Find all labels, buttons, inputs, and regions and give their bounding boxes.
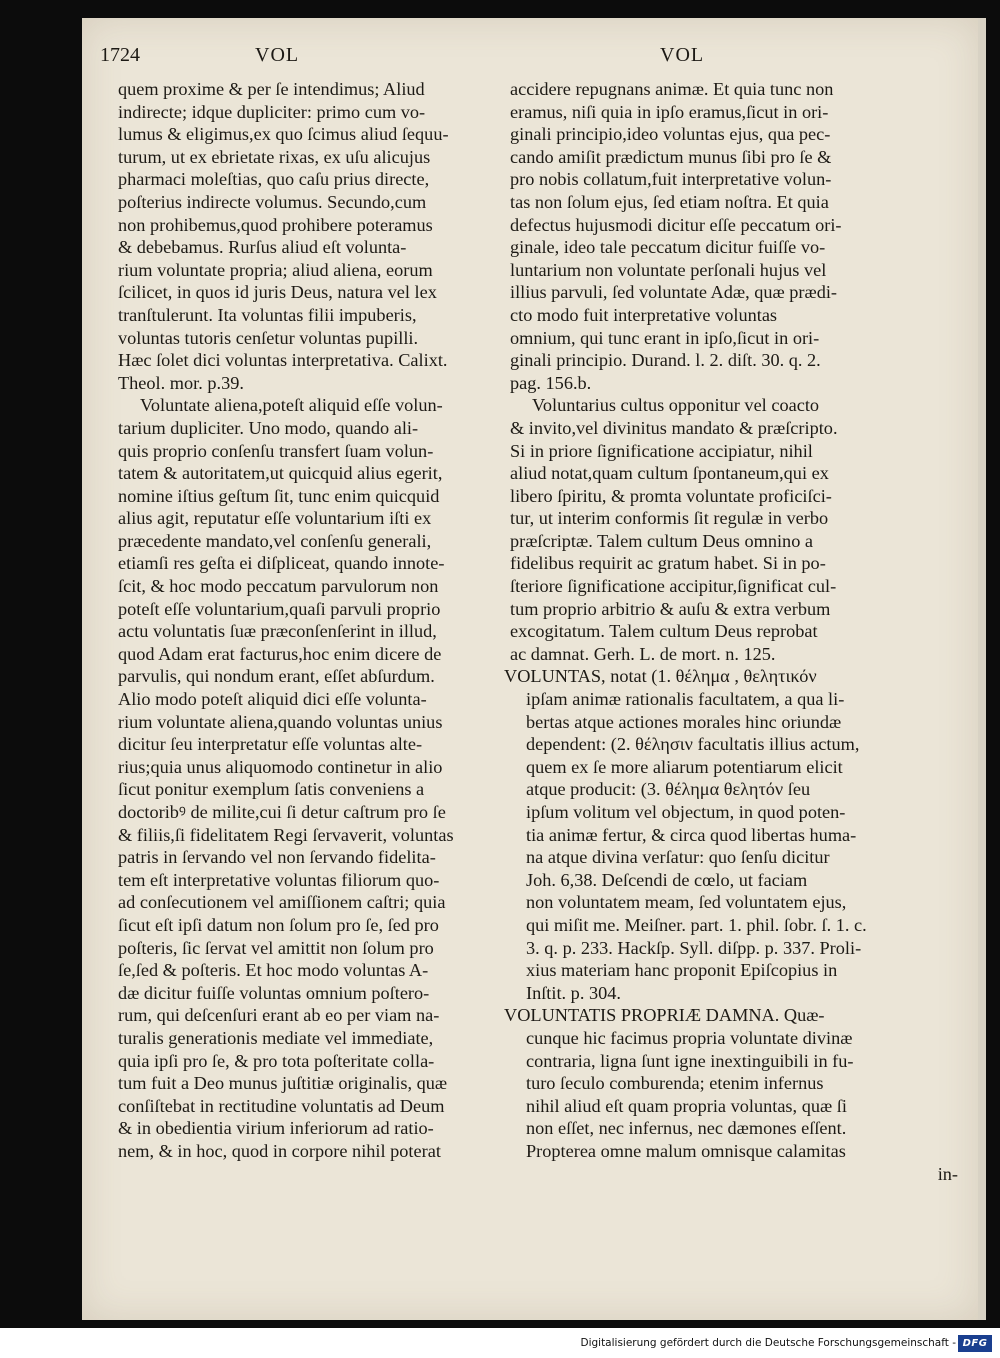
text-line: turo ſeculo comburenda; etenim infernus — [526, 1073, 824, 1094]
text-line: pro nobis collatum,fuit interpretative volun- — [510, 169, 832, 190]
left-column-text — [118, 78, 573, 1163]
text-line: contraria, ligna ſunt igne inextinguibili in fu- — [526, 1050, 854, 1071]
text-line: nem, & in hoc, quod in corpore nihil poterat — [118, 1140, 441, 1161]
text-line: cunque hic facimus propria voluntate divinæ — [526, 1027, 853, 1048]
text-line: rius;quia unus aliquomodo continetur in alio — [118, 756, 443, 777]
text-line: patris in ſervando vel non ſervando fidelita- — [118, 847, 436, 868]
text-line: tatem & autoritatem,ut quicquid alius egerit, — [118, 463, 443, 484]
dfg-logo-text: DFG — [962, 1338, 988, 1349]
text-line: rium voluntate propria; aliud aliena, eorum — [118, 259, 433, 280]
text-line: omnium, qui tunc erant in ipſo,ſicut in ori- — [510, 327, 820, 348]
text-line: non eſſet, nec infernus, nec dæmones eſſent. — [526, 1118, 847, 1139]
text-line: Hæc ſolet dici voluntas interpretativa. Calixt. — [118, 350, 448, 371]
text-line: Alio modo poteſt aliquid dici eſſe volunta- — [118, 689, 427, 710]
paragraph-start-line: Voluntate aliena,poteſt aliquid eſſe volun- — [140, 395, 443, 416]
text-line: na atque divina verſatur: quo ſenſu dicitur — [526, 847, 830, 868]
text-line: non voluntatem meam, ſed voluntatem ejus, — [526, 892, 847, 913]
text-line: parvulis, qui nondum erant, eſſet abſurdum. — [118, 666, 435, 687]
text-line: poſteris, ſic ſervat vel amittit non ſolum pro — [118, 937, 434, 958]
text-line: bertas atque actiones morales hinc oriundæ — [526, 711, 842, 732]
text-line: poſterius indirecte volumus. Secundo,cum — [118, 191, 427, 212]
text-line: ad conſecutionem vel amiſſionem caſtri; quia — [118, 892, 446, 913]
text-line: doctoribꝰ de milite,cui ſi detur caſtrum pro ſe — [118, 802, 446, 822]
footer-bar — [0, 1328, 1000, 1358]
text-line: ſcilicet, in quos id juris Deus, natura vel lex — [118, 282, 437, 303]
page-edge — [978, 18, 986, 1320]
text-line: tarium dupliciter. Uno modo, quando ali- — [118, 417, 419, 438]
text-line: quem proxime & per ſe intendimus; Aliud — [118, 79, 425, 99]
text-line: tas non ſolum ejus, ſed etiam noſtra. Et quia — [510, 191, 829, 212]
running-head-right: VOL — [660, 44, 705, 66]
text-line: fidelibus requirit ac gratum habet. Si in po- — [510, 553, 826, 574]
text-line: ginale, ideo tale peccatum dicitur fuiſſe vo- — [510, 237, 826, 258]
text-line: excogitatum. Talem cultum Deus reprobat — [510, 621, 818, 642]
text-line: Inſtit. p. 304. — [526, 982, 621, 1003]
text-line: tia animæ fertur, & circa quod libertas huma- — [526, 824, 857, 845]
text-line: dicitur ſeu interpretatur eſſe voluntas alte- — [118, 734, 423, 755]
text-line: tem eſt interpretative voluntas filiorum quo- — [118, 869, 440, 890]
text-line: ginali principio. Durand. l. 2. diſt. 30. q. 2. — [510, 350, 821, 371]
text-line: ginali principio,ideo voluntas ejus, qua pec- — [510, 124, 831, 145]
text-line: turum, ut ex ebrietate rixas, ex uſu alicujus — [118, 146, 431, 167]
text-line: nihil aliud eſt quam propria voluntas, quæ ſi — [526, 1095, 847, 1116]
text-line: illius parvuli, ſed voluntate Adæ, quæ prædi- — [510, 282, 838, 303]
text-line: rium voluntate aliena,quando voluntas unius — [118, 711, 443, 732]
text-line: ac damnat. Gerh. L. de mort. n. 125. — [510, 643, 776, 664]
text-line: conſiſtebat in rectitudine voluntatis ad Deum — [118, 1095, 445, 1116]
text-line: qui miſit me. Meiſner. part. 1. phil. ſobr. ſ. 1. c. — [526, 914, 867, 935]
text-line: cando amiſit prædictum munus ſibi pro ſe & — [510, 146, 832, 167]
dfg-logo — [958, 1335, 992, 1352]
text-line: & invito,vel divinitus mandato & præſcripto. — [510, 417, 838, 438]
running-head-left: VOL — [255, 44, 300, 66]
text-line: aliud notat,quam cultum ſpontaneum,qui ex — [510, 463, 829, 484]
text-line: quis proprio conſenſu transfert ſuam volun- — [118, 440, 434, 461]
text-line: atque producit: (3. θέλημα θελητόν ſeu — [526, 779, 811, 800]
text-line: etiamſi res geſta ei diſpliceat, quando innote- — [118, 553, 445, 574]
text-line: præſcriptæ. Talem cultum Deus omnino a — [510, 530, 814, 551]
text-line: ipſam animæ rationalis facultatem, a qua li- — [526, 689, 845, 710]
text-line: ſteriore ſignificatione accipitur,ſignificat cul- — [510, 576, 837, 597]
text-line: & debebamus. Rurſus aliud eſt volunta- — [118, 237, 407, 258]
text-line: ſcit, & hoc modo peccatum parvulorum non — [118, 576, 439, 597]
text-line: actu voluntatis ſuæ præconſenſerint in illud, — [118, 621, 437, 642]
text-line: nomine iſtius geſtum ſit, tunc enim quicquid — [118, 485, 440, 506]
paragraph-start-line: Voluntarius cultus opponitur vel coacto — [532, 395, 820, 416]
right-column-text — [504, 78, 958, 1185]
page-number: 1724 — [100, 44, 140, 66]
text-line: pag. 156.b. — [510, 372, 592, 393]
text-line: non prohibemus,quod prohibere poteramus — [118, 214, 433, 235]
text-line: tum fuit a Deo munus juſtitiæ originalis, quæ — [118, 1073, 448, 1094]
text-line: ipſum volitum vel objectum, in quod poten- — [526, 802, 846, 822]
text-line: dependent: (2. θέλησιν facultatis illius actum, — [526, 734, 860, 755]
text-line: lumus & eligimus,ex quo ſcimus aliud ſequu- — [118, 124, 449, 145]
text-line: xius materiam hanc proponit Epiſcopius in — [526, 960, 838, 981]
text-line: Theol. mor. p.39. — [118, 372, 244, 393]
text-line: tum proprio arbitrio & auſu & extra verbum — [510, 598, 831, 619]
text-line: ſicut ponitur exemplum ſatis conveniens a — [118, 779, 425, 800]
text-line: luntarium non voluntate perſonali hujus vel — [510, 259, 827, 280]
text-line: eramus, niſi quia in ipſo eramus,ſicut in ori- — [510, 101, 829, 122]
funding-notice: Digitalisierung gefördert durch die Deutsche Forschungsgemeinschaft - — [580, 1337, 956, 1349]
text-line: tur, ut interim conformis ſit regulæ in verbo — [510, 508, 829, 529]
text-line: indirecte; idque dupliciter: primo cum vo- — [118, 101, 426, 122]
entry-heading-line: VOLUNTAS, notat (1. θέλημα , θελητικόν — [504, 666, 817, 687]
text-line: cto modo fuit interpretative voluntas — [510, 304, 778, 325]
text-line: ſicut eſt ipſi datum non ſolum pro ſe, ſed pro — [118, 914, 439, 935]
text-line: alius agit, reputatur eſſe voluntarium iſti ex — [118, 508, 432, 529]
text-line: tranſtulerunt. Ita voluntas filii impuberis, — [118, 304, 417, 325]
text-line: quod Adam erat facturus,hoc enim dicere de — [118, 643, 442, 664]
text-line: 3. q. p. 233. Hackſp. Syll. diſpp. p. 337. Proli- — [526, 937, 862, 958]
text-line: quia ipſi pro ſe, & pro tota poſteritate colla- — [118, 1050, 435, 1071]
text-line: quem ex ſe more aliarum potentiarum elicit — [526, 756, 843, 777]
text-line: & filiis,ſi fidelitatem Regi ſervaverit, voluntas — [118, 824, 454, 845]
text-line: ſe,ſed & poſteris. Et hoc modo voluntas A- — [118, 960, 429, 981]
text-line: voluntas tutoris cenſetur voluntas pupilli. — [118, 327, 419, 348]
text-line: Si in priore ſignificatione accipiatur, nihil — [510, 440, 813, 461]
text-line: Joh. 6,38. Deſcendi de cœlo, ut faciam — [526, 869, 808, 890]
text-line: Propterea omne malum omnisque calamitas — [526, 1140, 846, 1161]
text-line: accidere repugnans animæ. Et quia tunc non — [510, 79, 834, 99]
text-line: libero ſpiritu, & promta voluntate proficiſci- — [510, 485, 832, 506]
text-line: turalis generationis mediate vel immediate, — [118, 1027, 434, 1048]
text-line: rum, qui deſcenſuri erant ab eo per viam na- — [118, 1005, 440, 1026]
text-line: poteſt eſſe voluntarium,quaſi parvuli proprio — [118, 598, 441, 619]
text-line: dæ dicitur fuiſſe voluntas omnium poſtero- — [118, 982, 430, 1003]
catchword: in- — [937, 1163, 958, 1184]
text-line: defectus hujusmodi dicitur eſſe peccatum ori- — [510, 214, 842, 235]
text-line: pharmaci moleſtias, quo caſu prius directe, — [118, 169, 430, 190]
entry-heading-line: VOLUNTATIS PROPRIÆ DAMNA. Quæ- — [504, 1005, 825, 1026]
text-line: & in obedientia virium inferiorum ad ratio- — [118, 1118, 434, 1139]
text-line: præcedente mandato,vel conſenſu generali, — [118, 530, 432, 551]
